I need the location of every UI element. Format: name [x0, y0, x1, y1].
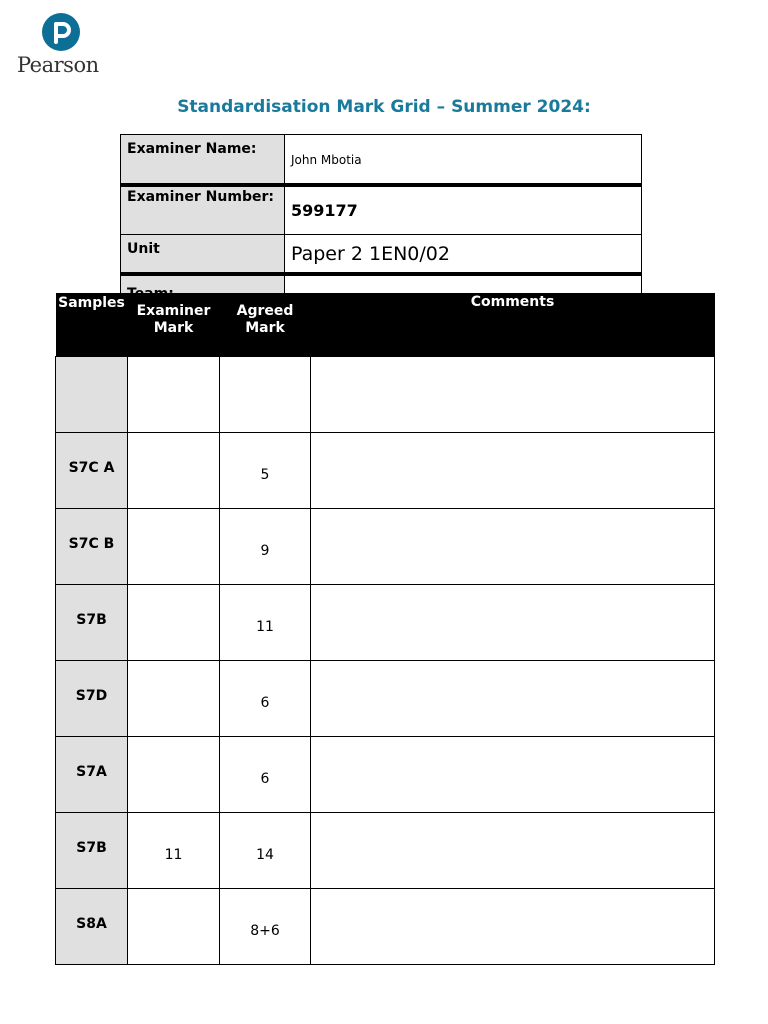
comments-cell[interactable] [311, 357, 715, 433]
examiner-mark-cell[interactable] [128, 889, 220, 965]
unit-value: Paper 2 1EN0/02 [285, 235, 642, 275]
header-samples: Samples [56, 293, 128, 357]
mark-grid-header [56, 293, 715, 357]
table-row [56, 433, 715, 509]
comments-cell[interactable] [311, 433, 715, 509]
comments-cell[interactable] [311, 585, 715, 661]
sample-cell: S7A [56, 737, 128, 813]
agreed-mark-cell: 6 [220, 737, 311, 813]
sample-cell: S7B [56, 585, 128, 661]
agreed-mark-cell: 9 [220, 509, 311, 585]
sample-cell: S7C B [56, 509, 128, 585]
table-row [56, 357, 715, 433]
header-examiner-mark: Examiner Mark [128, 293, 220, 357]
examiner-number-row [121, 185, 642, 235]
agreed-mark-cell: 14 [220, 813, 311, 889]
pearson-p-icon [42, 13, 80, 51]
table-row [56, 661, 715, 737]
comments-cell[interactable] [311, 509, 715, 585]
agreed-mark-cell [220, 357, 311, 433]
examiner-mark-cell[interactable] [128, 357, 220, 433]
table-row [56, 509, 715, 585]
sample-cell [56, 357, 128, 433]
sample-cell: S8A [56, 889, 128, 965]
agreed-mark-cell: 11 [220, 585, 311, 661]
examiner-name-value: John Mbotia [285, 135, 642, 186]
examiner-mark-cell[interactable] [128, 509, 220, 585]
table-row [56, 585, 715, 661]
comments-cell[interactable] [311, 889, 715, 965]
agreed-mark-cell: 5 [220, 433, 311, 509]
examiner-number-value: 599177 [285, 185, 642, 235]
examiner-name-label: Examiner Name: [121, 135, 285, 186]
header-comments: Comments [311, 293, 715, 357]
table-row [56, 889, 715, 965]
sample-cell: S7C A [56, 433, 128, 509]
sample-cell: S7D [56, 661, 128, 737]
examiner-mark-cell[interactable] [128, 737, 220, 813]
examiner-mark-cell[interactable]: 11 [128, 813, 220, 889]
examiner-mark-cell[interactable] [128, 585, 220, 661]
agreed-mark-cell: 6 [220, 661, 311, 737]
mark-grid-table [55, 293, 715, 965]
page-title: Standardisation Mark Grid – Summer 2024: [177, 97, 591, 117]
unit-row [121, 235, 642, 275]
examiner-number-label: Examiner Number: [121, 185, 285, 235]
sample-cell: S7B [56, 813, 128, 889]
comments-cell[interactable] [311, 737, 715, 813]
comments-cell[interactable] [311, 813, 715, 889]
examiner-mark-cell[interactable] [128, 433, 220, 509]
unit-label: Unit [121, 235, 285, 275]
examiner-name-row [121, 135, 642, 186]
comments-cell[interactable] [311, 661, 715, 737]
agreed-mark-cell: 8+6 [220, 889, 311, 965]
pearson-wordmark: Pearson [17, 53, 99, 77]
examiner-mark-cell[interactable] [128, 661, 220, 737]
table-row [56, 737, 715, 813]
header-agreed-mark: Agreed Mark [220, 293, 311, 357]
table-row [56, 813, 715, 889]
